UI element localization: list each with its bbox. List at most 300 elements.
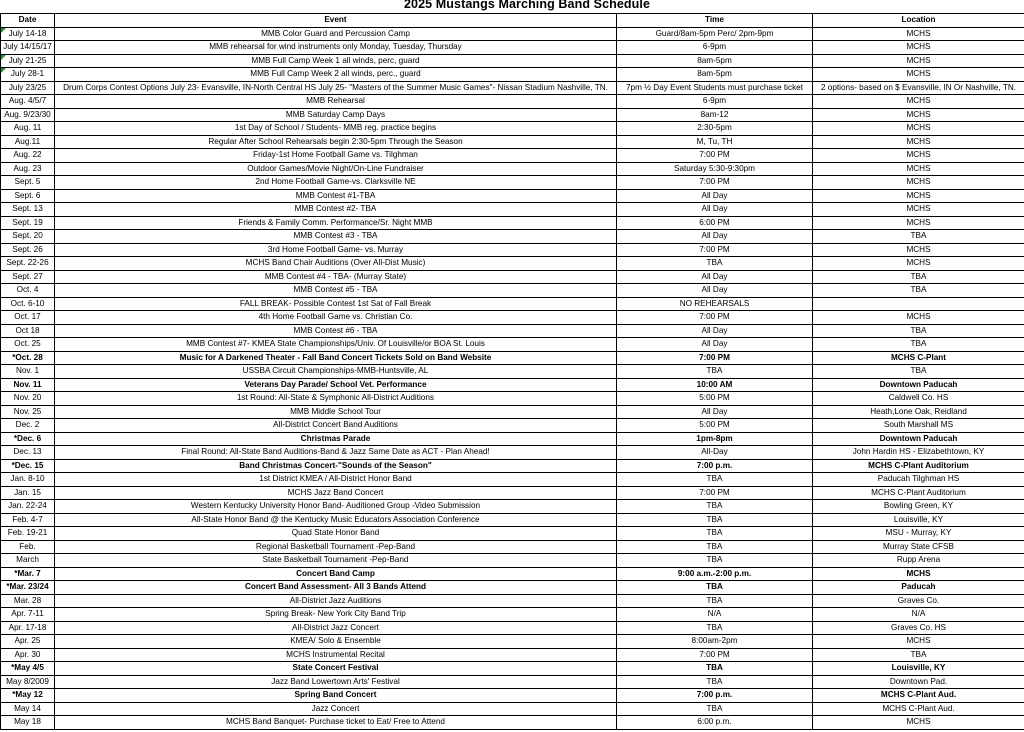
cell-event: MMB rehearsal for wind instruments only Monday, Tuesday, Thursday (55, 41, 617, 55)
cell-time: 7:00 p.m. (617, 689, 813, 703)
table-row (1, 230, 1024, 244)
cell-event: 1st Round: All-State & Symphonic All-District Auditions (55, 392, 617, 406)
cell-time: All Day (617, 189, 813, 203)
cell-date-text: Sept. 20 (12, 231, 43, 241)
header-row (1, 14, 1024, 28)
cell-date-text: March (16, 555, 39, 565)
table-row (1, 432, 1024, 446)
cell-date-text: Aug. 4/5/7 (8, 96, 47, 106)
cell-location: MCHS (813, 54, 1024, 68)
cell-event: Spring Break- New York City Band Trip (55, 608, 617, 622)
cell-date-text: Sept. 26 (12, 244, 43, 254)
cell-event: Jazz Concert (55, 702, 617, 716)
table-row (1, 419, 1024, 433)
cell-date (1, 216, 55, 230)
cell-time: 5:00 PM (617, 419, 813, 433)
cell-event: USSBA Circuit Championships-MMB-Huntsville, AL (55, 365, 617, 379)
cell-date-text: *May 4/5 (11, 663, 44, 673)
cell-date (1, 41, 55, 55)
table-row (1, 95, 1024, 109)
cell-time: Guard/8am-5pm Perc/ 2pm-9pm (617, 27, 813, 41)
table-row (1, 662, 1024, 676)
cell-event: MCHS Band Chair Auditions (Over All-Dist Music) (55, 257, 617, 271)
table-row (1, 351, 1024, 365)
table-row (1, 473, 1024, 487)
cell-date (1, 648, 55, 662)
cell-event: MMB Contest #4 - TBA- (Murray State) (55, 270, 617, 284)
table-row (1, 635, 1024, 649)
cell-date-text: Aug. 23 (13, 163, 42, 173)
cell-location: Louisville, KY (813, 513, 1024, 527)
table-row (1, 675, 1024, 689)
cell-location: Rupp Arena (813, 554, 1024, 568)
cell-date (1, 405, 55, 419)
cell-event: State Concert Festival (55, 662, 617, 676)
cell-date-text: Aug.11 (14, 136, 41, 146)
cell-date (1, 270, 55, 284)
cell-location: MCHS (813, 635, 1024, 649)
cell-date (1, 432, 55, 446)
cell-time: 2:30-5pm (617, 122, 813, 136)
cell-event: MMB Contest #7- KMEA State Championships/Univ. Of Louisville/or BOA St. Louis (55, 338, 617, 352)
table-row (1, 527, 1024, 541)
cell-location: Heath,Lone Oak, Reidland (813, 405, 1024, 419)
cell-date (1, 243, 55, 257)
cell-location: MCHS (813, 716, 1024, 730)
cell-date-text: Apr. 30 (14, 649, 41, 659)
cell-location: MCHS (813, 257, 1024, 271)
table-row (1, 162, 1024, 176)
schedule-table (0, 13, 1024, 730)
cell-location: TBA (813, 648, 1024, 662)
cell-date (1, 527, 55, 541)
cell-time: Saturday 5:30-9:30pm (617, 162, 813, 176)
cell-date-text: Feb. (19, 541, 36, 551)
cell-time: TBA (617, 675, 813, 689)
cell-event: Concert Band Camp (55, 567, 617, 581)
cell-time: All-Day (617, 446, 813, 460)
cell-event: Jazz Band Lowertown Arts' Festival (55, 675, 617, 689)
cell-time: 6-9pm (617, 41, 813, 55)
cell-event: Spring Band Concert (55, 689, 617, 703)
cell-location: Downtown Pad. (813, 675, 1024, 689)
cell-location: MCHS (813, 95, 1024, 109)
cell-date (1, 459, 55, 473)
cell-date-text: *Oct. 28 (12, 352, 43, 362)
table-row (1, 122, 1024, 136)
cell-location: TBA (813, 324, 1024, 338)
cell-time: M, Tu, TH (617, 135, 813, 149)
cell-date-text: Mar. 28 (13, 595, 42, 605)
cell-time: All Day (617, 284, 813, 298)
cell-date-text: Sept. 6 (14, 190, 41, 200)
table-row (1, 500, 1024, 514)
table-row (1, 54, 1024, 68)
cell-date-text: Dec. 13 (13, 447, 42, 457)
cell-time: 9:00 a.m.-2:00 p.m. (617, 567, 813, 581)
table-row (1, 311, 1024, 325)
cell-date (1, 284, 55, 298)
cell-date-text: Sept. 5 (14, 177, 41, 187)
cell-location: TBA (813, 338, 1024, 352)
cell-time: N/A (617, 608, 813, 622)
table-row (1, 338, 1024, 352)
cell-location: John Hardin HS - Elizabethtown, KY (813, 446, 1024, 460)
cell-event: Outdoor Games/Movie Night/On-Line Fundraiser (55, 162, 617, 176)
cell-date-text: Dec. 2 (15, 420, 40, 430)
cell-date (1, 81, 55, 95)
table-row (1, 459, 1024, 473)
cell-event: Friends & Family Comm. Performance/Sr. Night MMB (55, 216, 617, 230)
cell-location: MCHS (813, 311, 1024, 325)
cell-time: All Day (617, 270, 813, 284)
cell-event: MMB Rehearsal (55, 95, 617, 109)
cell-location: Bowling Green, KY (813, 500, 1024, 514)
comment-marker-icon (1, 68, 6, 73)
cell-time: 7:00 PM (617, 486, 813, 500)
cell-time: 7:00 PM (617, 648, 813, 662)
table-row (1, 554, 1024, 568)
table-row (1, 216, 1024, 230)
cell-location: MCHS (813, 216, 1024, 230)
table-row (1, 594, 1024, 608)
cell-time: TBA (617, 662, 813, 676)
cell-time: 7pm ½ Day Event Students must purchase ticket (617, 81, 813, 95)
cell-time: 7:00 PM (617, 311, 813, 325)
page-title (0, 0, 1024, 13)
cell-event: All-District Concert Band Auditions (55, 419, 617, 433)
comment-marker-icon (1, 28, 6, 33)
cell-date (1, 351, 55, 365)
cell-date-text: July 28-1 (10, 69, 45, 79)
cell-location: TBA (813, 365, 1024, 379)
cell-time: TBA (617, 554, 813, 568)
cell-location: MCHS C-Plant (813, 351, 1024, 365)
cell-date-text: *Dec. 6 (13, 433, 42, 443)
schedule-title: 2025 Mustangs Marching Band Schedule (404, 0, 651, 11)
cell-date-text: Sept. 13 (12, 204, 43, 214)
cell-event: MMB Contest #5 - TBA (55, 284, 617, 298)
cell-date (1, 419, 55, 433)
cell-event: MMB Saturday Camp Days (55, 108, 617, 122)
cell-event: 1st District KMEA / All-District Honor Band (55, 473, 617, 487)
cell-date (1, 203, 55, 217)
cell-date-text: Oct. 17 (14, 312, 41, 322)
cell-date (1, 365, 55, 379)
cell-location: Murray State CFSB (813, 540, 1024, 554)
cell-date-text: Nov. 11 (13, 379, 42, 389)
header-event: Event (55, 14, 617, 28)
cell-date (1, 378, 55, 392)
table-row (1, 135, 1024, 149)
cell-date-text: Oct. 4 (16, 285, 39, 295)
cell-event: MMB Contest #2- TBA (55, 203, 617, 217)
cell-date-text: *Mar. 7 (14, 568, 41, 578)
table-row (1, 392, 1024, 406)
cell-date-text: Apr. 25 (14, 636, 41, 646)
table-row (1, 81, 1024, 95)
cell-date (1, 702, 55, 716)
cell-location: Downtown Paducah (813, 378, 1024, 392)
cell-event: MCHS Band Banquet- Purchase ticket to Eat/ Free to Attend (55, 716, 617, 730)
table-row (1, 716, 1024, 730)
cell-location: South Marshall MS (813, 419, 1024, 433)
cell-date (1, 392, 55, 406)
cell-date-text: *Mar. 23/24 (6, 582, 49, 592)
cell-location (813, 297, 1024, 311)
cell-event: MMB Contest #1-TBA (55, 189, 617, 203)
cell-date (1, 567, 55, 581)
cell-location: MCHS C-Plant Aud. (813, 702, 1024, 716)
cell-location: MCHS (813, 108, 1024, 122)
cell-time: 8am-5pm (617, 54, 813, 68)
cell-event: All-State Honor Band @ the Kentucky Music Educators Association Conference (55, 513, 617, 527)
cell-date-text: May 18 (14, 717, 41, 727)
cell-time: TBA (617, 527, 813, 541)
cell-event: All-District Jazz Concert (55, 621, 617, 635)
cell-time: TBA (617, 581, 813, 595)
table-row (1, 540, 1024, 554)
cell-date (1, 594, 55, 608)
cell-event: 4th Home Football Game vs. Christian Co. (55, 311, 617, 325)
cell-date (1, 446, 55, 460)
cell-event: KMEA/ Solo & Ensemble (55, 635, 617, 649)
cell-location: Downtown Paducah (813, 432, 1024, 446)
table-row (1, 567, 1024, 581)
table-row (1, 702, 1024, 716)
cell-location: MCHS C-Plant Auditorium (813, 459, 1024, 473)
cell-date (1, 162, 55, 176)
cell-location: MCHS (813, 68, 1024, 82)
cell-date (1, 621, 55, 635)
table-row (1, 149, 1024, 163)
cell-date (1, 635, 55, 649)
cell-date (1, 689, 55, 703)
table-row (1, 365, 1024, 379)
cell-time: All Day (617, 203, 813, 217)
cell-event: Music for A Darkened Theater - Fall Band Concert Tickets Sold on Band Website (55, 351, 617, 365)
cell-date (1, 257, 55, 271)
cell-time: 7:00 PM (617, 176, 813, 190)
table-row (1, 446, 1024, 460)
cell-date-text: Sept. 19 (12, 217, 43, 227)
table-row (1, 513, 1024, 527)
cell-date-text: Oct. 25 (14, 339, 41, 349)
cell-date (1, 608, 55, 622)
cell-time: TBA (617, 594, 813, 608)
table-row (1, 189, 1024, 203)
cell-event: MMB Full Camp Week 2 all winds, perc., guard (55, 68, 617, 82)
cell-date-text: Jan. 22-24 (8, 501, 47, 511)
cell-date (1, 716, 55, 730)
cell-event: Veterans Day Parade/ School Vet. Performance (55, 378, 617, 392)
cell-event: Drum Corps Contest Options July 23- Evansville, IN-North Central HS July 25- "Masters of the Summer Music Games"- Nissan Stadium Nashville, TN. (55, 81, 617, 95)
cell-event: Band Christmas Concert-"Sounds of the Season" (55, 459, 617, 473)
table-row (1, 581, 1024, 595)
cell-date-text: Aug. 11 (13, 123, 42, 133)
cell-date (1, 662, 55, 676)
cell-time: 8am-5pm (617, 68, 813, 82)
cell-date-text: Apr. 7-11 (11, 609, 44, 619)
cell-location: 2 options- based on $ Evansville, IN Or Nashville, TN. (813, 81, 1024, 95)
cell-date-text: May 8/2009 (6, 676, 49, 686)
cell-date (1, 68, 55, 82)
header-location: Location (813, 14, 1024, 28)
cell-event: Concert Band Assessment- All 3 Bands Attend (55, 581, 617, 595)
cell-date (1, 540, 55, 554)
cell-time: 6-9pm (617, 95, 813, 109)
cell-time: TBA (617, 513, 813, 527)
cell-location: TBA (813, 284, 1024, 298)
cell-date-text: *Dec. 15 (11, 460, 44, 470)
cell-date (1, 500, 55, 514)
cell-date-text: Oct 18 (15, 325, 40, 335)
table-row (1, 27, 1024, 41)
cell-date-text: Aug. 22 (13, 150, 42, 160)
cell-event: Christmas Parade (55, 432, 617, 446)
cell-location: TBA (813, 230, 1024, 244)
cell-location: MCHS (813, 567, 1024, 581)
table-row (1, 243, 1024, 257)
cell-time: 6:00 PM (617, 216, 813, 230)
cell-time: 7:00 PM (617, 243, 813, 257)
table-row (1, 41, 1024, 55)
table-row (1, 257, 1024, 271)
cell-location: MCHS (813, 162, 1024, 176)
cell-date (1, 554, 55, 568)
cell-location: Louisville, KY (813, 662, 1024, 676)
cell-date-text: May 14 (14, 703, 41, 713)
cell-date-text: July 23/25 (8, 82, 47, 92)
cell-time: 7:00 PM (617, 149, 813, 163)
cell-date-text: Sept. 27 (12, 271, 43, 281)
cell-date-text: Nov. 25 (13, 406, 42, 416)
cell-date (1, 149, 55, 163)
cell-event: Regional Basketball Tournament -Pep-Band (55, 540, 617, 554)
cell-event: 2nd Home Football Game-vs. Clarksville NE (55, 176, 617, 190)
cell-time: All Day (617, 405, 813, 419)
cell-event: FALL BREAK- Possible Contest 1st Sat of Fall Break (55, 297, 617, 311)
cell-date (1, 581, 55, 595)
cell-time: TBA (617, 257, 813, 271)
table-row (1, 108, 1024, 122)
cell-date-text: July 14-18 (8, 28, 47, 38)
cell-time: 6:00 p.m. (617, 716, 813, 730)
header-date: Date (1, 14, 55, 28)
cell-date-text: Aug. 9/23/30 (4, 109, 51, 119)
cell-date (1, 176, 55, 190)
cell-date-text: Sept. 22-26 (6, 258, 49, 268)
cell-time: 7:00 PM (617, 351, 813, 365)
cell-event: MCHS Instrumental Recital (55, 648, 617, 662)
cell-time: 1pm-8pm (617, 432, 813, 446)
cell-location: Graves Co. HS (813, 621, 1024, 635)
cell-event: Friday-1st Home Football Game vs. Tilghman (55, 149, 617, 163)
cell-location: TBA (813, 270, 1024, 284)
cell-date (1, 54, 55, 68)
cell-event: MMB Contest #3 - TBA (55, 230, 617, 244)
cell-time: 8am-12 (617, 108, 813, 122)
cell-event: MMB Full Camp Week 1 all winds, perc, guard (55, 54, 617, 68)
cell-date-text: Jan. 8-10 (10, 474, 45, 484)
cell-date (1, 473, 55, 487)
cell-date (1, 513, 55, 527)
cell-time: TBA (617, 621, 813, 635)
cell-event: Quad State Honor Band (55, 527, 617, 541)
cell-location: MCHS C-Plant Auditorium (813, 486, 1024, 500)
cell-date (1, 135, 55, 149)
comment-marker-icon (1, 55, 6, 60)
table-row (1, 297, 1024, 311)
cell-time: All Day (617, 230, 813, 244)
cell-date-text: July 14/15/17 (3, 42, 52, 52)
cell-date (1, 311, 55, 325)
cell-event: All-District Jazz Auditions (55, 594, 617, 608)
cell-date-text: Nov. 20 (13, 393, 42, 403)
table-row (1, 324, 1024, 338)
table-row (1, 378, 1024, 392)
cell-location: MSU - Murray, KY (813, 527, 1024, 541)
table-row (1, 284, 1024, 298)
cell-time: TBA (617, 702, 813, 716)
cell-date (1, 95, 55, 109)
table-row (1, 648, 1024, 662)
table-row (1, 270, 1024, 284)
cell-date-text: Apr. 17-18 (8, 622, 47, 632)
cell-time: NO REHEARSALS (617, 297, 813, 311)
cell-date (1, 297, 55, 311)
cell-date-text: *May 12 (12, 690, 43, 700)
cell-event: 1st Day of School / Students- MMB reg. practice begins (55, 122, 617, 136)
cell-location: MCHS (813, 243, 1024, 257)
cell-location: MCHS C-Plant Aud. (813, 689, 1024, 703)
cell-time: 7:00 p.m. (617, 459, 813, 473)
table-row (1, 203, 1024, 217)
table-row (1, 176, 1024, 190)
table-row (1, 608, 1024, 622)
cell-date (1, 108, 55, 122)
cell-time: 8:00am-2pm (617, 635, 813, 649)
cell-date-text: Feb. 4-7 (12, 514, 43, 524)
cell-time: All Day (617, 338, 813, 352)
cell-date-text: Feb. 19-21 (7, 528, 48, 538)
cell-time: TBA (617, 473, 813, 487)
cell-date (1, 230, 55, 244)
cell-event: MMB Middle School Tour (55, 405, 617, 419)
cell-location: Graves Co. (813, 594, 1024, 608)
cell-location: Caldwell Co. HS (813, 392, 1024, 406)
cell-date-text: Nov. 1 (15, 366, 40, 376)
cell-date-text: July 21-25 (8, 55, 47, 65)
cell-event: Final Round: All-State Band Auditions-Band & Jazz Same Date as ACT - Plan Ahead! (55, 446, 617, 460)
cell-date (1, 27, 55, 41)
cell-time: TBA (617, 500, 813, 514)
cell-location: Paducah Tilghman HS (813, 473, 1024, 487)
cell-location: Paducah (813, 581, 1024, 595)
cell-event: MMB Contest #6 - TBA (55, 324, 617, 338)
cell-event: Regular After School Rehearsals begin 2:30-5pm Through the Season (55, 135, 617, 149)
cell-time: All Day (617, 324, 813, 338)
cell-location: MCHS (813, 122, 1024, 136)
table-row (1, 68, 1024, 82)
cell-event: State Basketball Tournament -Pep-Band (55, 554, 617, 568)
cell-event: MMB Color Guard and Percussion Camp (55, 27, 617, 41)
cell-date (1, 324, 55, 338)
cell-event: Western Kentucky University Honor Band- Auditioned Group -Video Submission (55, 500, 617, 514)
cell-date (1, 338, 55, 352)
cell-location: MCHS (813, 27, 1024, 41)
cell-time: TBA (617, 365, 813, 379)
